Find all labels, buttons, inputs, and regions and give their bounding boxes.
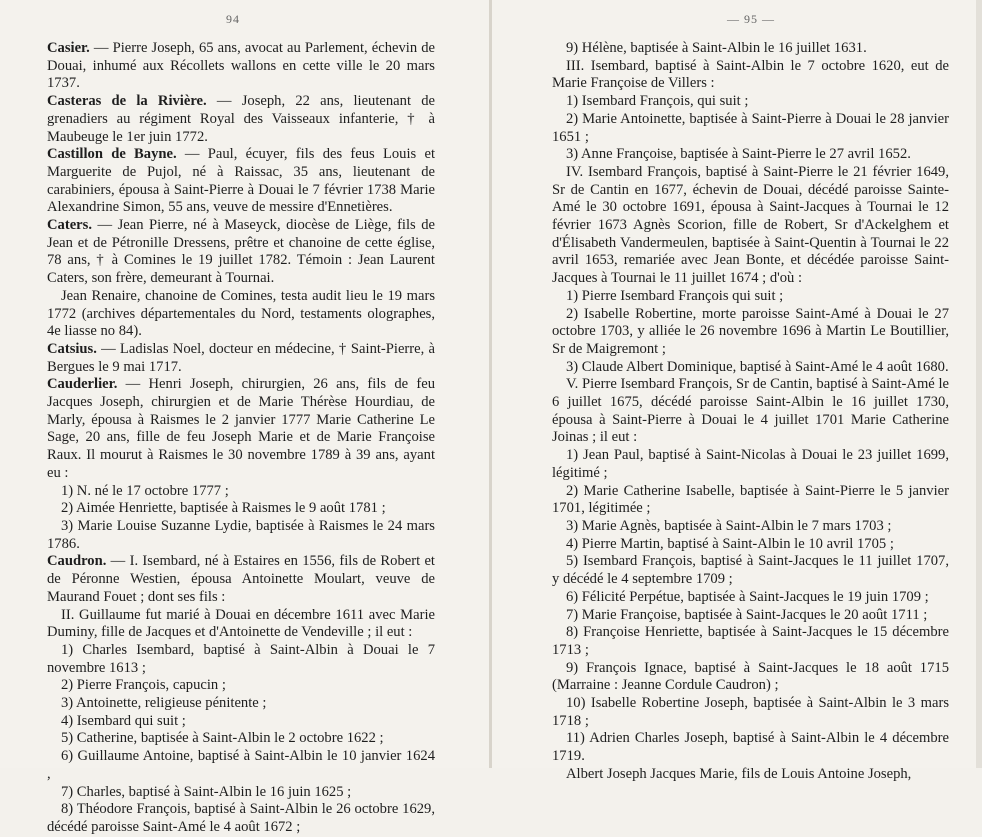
paragraph-text: 1) Pierre Isembard François qui suit ; (566, 287, 784, 304)
paragraph-text: II. Guillaume fut marié à Douai en décembre 1611 avec Marie Duminy, fille de Jacques et d'Antoinette de Vendeville ; il eut : (47, 606, 435, 641)
paragraph-text: V. Pierre Isembard François, Sr de Cantin, baptisé à Saint-Amé le 6 juillet 1675, décédé paroisse Saint-Albin le 16 juillet 1730, épousa à Saint-Pierre à Douai le 4 juillet 1701 Marie Catherine Joinas ; il eut : (552, 376, 949, 446)
paragraph (47, 518, 435, 553)
paragraph-text: 2) Marie Catherine Isabelle, baptisée à Saint-Pierre le 5 janvier 1701, légitimée ; (552, 482, 949, 517)
page-edge (976, 0, 982, 768)
paragraph-text: 2) Isabelle Robertine, morte paroisse Saint-Amé à Douai le 27 octobre 1703, y alliée le 26 novembre 1696 à Martin Le Boutillier, Sr de Maigremont ; (552, 305, 949, 357)
paragraph (47, 500, 435, 518)
paragraph (552, 58, 949, 93)
paragraph-text: 1) Charles Isembard, baptisé à Saint-Albin à Douai le 7 novembre 1613 ; (47, 641, 435, 676)
paragraph (552, 447, 949, 482)
paragraph-text: — Jean Pierre, né à Maseyck, diocèse de Liège, fils de Jean et de Pétronille Dressens, prêtre et chanoine de cette église, 78 ans, † à Comines le 19 juillet 1782. Témoin : Jean Laurent Caters, son frère, demeurant à Tournai. (47, 217, 435, 287)
paragraph (47, 93, 435, 146)
paragraph (47, 730, 435, 748)
paragraph-text: 5) Isembard François, baptisé à Saint-Jacques le 11 juillet 1707, y décédé le 4 septembre 1709 ; (552, 553, 949, 588)
paragraph (552, 766, 949, 784)
paragraph (47, 553, 435, 606)
paragraph (47, 677, 435, 695)
paragraph-text: 3) Marie Agnès, baptisée à Saint-Albin le 7 mars 1703 ; (566, 517, 892, 534)
paragraph (47, 801, 435, 836)
paragraph-text: 2) Aimée Henriette, baptisée à Raismes le 9 août 1781 ; (61, 500, 386, 517)
paragraph (552, 518, 949, 536)
paragraph (552, 288, 949, 306)
paragraph (47, 748, 435, 783)
paragraph-text: 2) Marie Antoinette, baptisée à Saint-Pierre à Douai le 28 janvier 1651 ; (552, 110, 949, 145)
left-page (0, 0, 491, 835)
paragraph (552, 536, 949, 554)
paragraph-text: 3) Marie Louise Suzanne Lydie, baptisée à Raismes le 24 mars 1786. (47, 517, 435, 552)
paragraph-text: 4) Isembard qui suit ; (61, 712, 186, 729)
paragraph-text: — I. Isembard, né à Estaires en 1556, fils de Robert et de Péronne Westien, épousa Antoinette Moulart, veuve de Maurand Fouet ; dont ses fils : (47, 553, 435, 605)
paragraph-text: Albert Joseph Jacques Marie, fils de Louis Antoine Joseph, (566, 765, 912, 782)
paragraph (47, 784, 435, 802)
paragraph (47, 288, 435, 341)
paragraph-text: — Henri Joseph, chirurgien, 26 ans, fils de feu Jacques Joseph, chirurgien et de Marie Thérèse Hourdiau, de Marly, épousa à Raismes le 2 janvier 1777 Marie Catherine Le Sage, 20 ans, fille de feu Joseph Marie et de Marie Françoise Raux. Il mourut à Raismes le 30 novembre 1789 à 39 ans, ayant eu : (47, 376, 435, 481)
paragraph-text: III. Isembard, baptisé à Saint-Albin le 7 octobre 1620, eut de Marie Françoise de Villers : (552, 57, 949, 92)
entry-heading: Cauderlier. (47, 376, 118, 393)
right-page (491, 0, 982, 782)
paragraph (47, 642, 435, 677)
paragraph-text: 3) Claude Albert Dominique, baptisé à Saint-Amé le 4 août 1680. (566, 358, 949, 375)
paragraph (552, 306, 949, 359)
paragraph (552, 376, 949, 447)
paragraph-text: 2) Pierre François, capucin ; (61, 677, 226, 694)
paragraph (552, 483, 949, 518)
paragraph (552, 660, 949, 695)
paragraph (552, 111, 949, 146)
paragraph (47, 146, 435, 217)
entry-heading: Caters. (47, 217, 92, 234)
paragraph (47, 713, 435, 731)
paragraph (47, 40, 435, 93)
paragraph (552, 607, 949, 625)
paragraph-text: — Paul, écuyer, fils des feus Louis et Marguerite de Pujol, né à Raissac, 35 ans, lieutenant de carabiniers, épousa à Saint-Pierre à Douai le 7 février 1738 Marie Alexandrine Simon, 55 ans, veuve de messire d'Ennetières. (47, 146, 436, 216)
paragraph-text: 8) Théodore François, baptisé à Saint-Albin le 26 octobre 1629, décédé paroisse Saint-Amé le 4 août 1672 ; (47, 801, 435, 835)
paragraph (552, 164, 949, 288)
paragraph (552, 40, 949, 58)
entry-heading: Castillon de Bayne. (47, 146, 177, 163)
entry-heading: Catsius. (47, 340, 97, 357)
paragraph-text: 7) Charles, baptisé à Saint-Albin le 16 juin 1625 ; (61, 783, 352, 800)
paragraph-text: — Ladislas Noel, docteur en médecine, † Saint-Pierre, à Bergues le 9 mai 1717. (47, 340, 435, 375)
paragraph (552, 93, 949, 111)
right-page-text (552, 40, 949, 784)
left-page-text (47, 40, 435, 837)
paragraph-text: Jean Renaire, chanoine de Comines, testa audit lieu le 19 mars 1772 (archives départementales du Nord, testaments olographes, 4e liasse no 84). (47, 287, 435, 340)
paragraph (47, 695, 435, 713)
paragraph-text: 9) François Ignace, baptisé à Saint-Jacques le 18 août 1715 (Marraine : Jeanne Cordule Caudron) ; (552, 659, 949, 694)
paragraph (47, 483, 435, 501)
paragraph-text: 10) Isabelle Robertine Joseph, baptisée à Saint-Albin le 3 mars 1718 ; (552, 695, 949, 729)
paragraph (47, 341, 435, 376)
paragraph (552, 730, 949, 765)
entry-heading: Casteras de la Rivière. (47, 93, 207, 110)
paragraph-text: 6) Félicité Perpétue, baptisée à Saint-Jacques le 19 juin 1709 ; (566, 588, 929, 605)
paragraph-text: 7) Marie Françoise, baptisée à Saint-Jacques le 20 août 1711 ; (566, 606, 928, 623)
paragraph-text: 3) Anne Françoise, baptisée à Saint-Pierre le 27 avril 1652. (566, 146, 911, 163)
paragraph (47, 607, 435, 642)
right-page-number: — 95 — (727, 12, 775, 26)
left-page-number: 94 (226, 12, 240, 26)
paragraph-text: 11) Adrien Charles Joseph, baptisé à Saint-Albin le 4 décembre 1719. (552, 730, 949, 765)
paragraph (552, 146, 949, 164)
paragraph-text: 6) Guillaume Antoine, baptisé à Saint-Albin le 10 janvier 1624 , (47, 748, 435, 782)
paragraph-text: 1) Isembard François, qui suit ; (566, 93, 749, 110)
paragraph-text: 8) Françoise Henriette, baptisée à Saint-Jacques le 15 décembre 1713 ; (552, 624, 949, 658)
entry-heading: Casier. (47, 40, 90, 56)
paragraph-text: 4) Pierre Martin, baptisé à Saint-Albin le 10 avril 1705 ; (566, 535, 894, 552)
entry-heading: Caudron. (47, 553, 107, 570)
paragraph-text: — Pierre Joseph, 65 ans, avocat au Parlement, échevin de Douai, inhumé aux Récollets wallons en cette ville le 20 mars 1737. (47, 40, 435, 92)
paragraph (552, 553, 949, 588)
paragraph (552, 624, 949, 659)
paragraph-text: 3) Antoinette, religieuse pénitente ; (61, 695, 267, 712)
paragraph (552, 589, 949, 607)
paragraph-text: 1) N. né le 17 octobre 1777 ; (61, 482, 229, 499)
paragraph-text: 9) Hélène, baptisée à Saint-Albin le 16 juillet 1631. (566, 40, 867, 56)
paragraph (47, 376, 435, 482)
paragraph (47, 217, 435, 288)
paragraph-text: 5) Catherine, baptisée à Saint-Albin le 2 octobre 1622 ; (61, 730, 384, 747)
paragraph-text: 1) Jean Paul, baptisé à Saint-Nicolas à Douai le 23 juillet 1699, légitimé ; (552, 447, 949, 481)
paragraph (552, 695, 949, 730)
paragraph (552, 359, 949, 377)
paragraph-text: — Joseph, 22 ans, lieutenant de grenadiers au régiment Royal des Vaisseaux infanterie, † à Maubeuge le 1er juin 1772. (47, 93, 435, 145)
paragraph-text: IV. Isembard François, baptisé à Saint-Pierre le 21 février 1649, Sr de Cantin en 1677, échevin de Douai, décédé paroisse Sainte-Amé le 30 octobre 1691, épousa à Saint-Jacques à Tournai le 12 février 1673 Agnès Scorion, fille de Robert, Sr d'Ackelghem et d'Élisabeth Vandermeulen, baptisée à Saint-Quentin à Tournai le 22 avril 1653, remariée avec Jean Bonte, et décédée paroisse Saint-Jacques à Tournai le 11 juillet 1674 ; d'où : (552, 163, 949, 287)
